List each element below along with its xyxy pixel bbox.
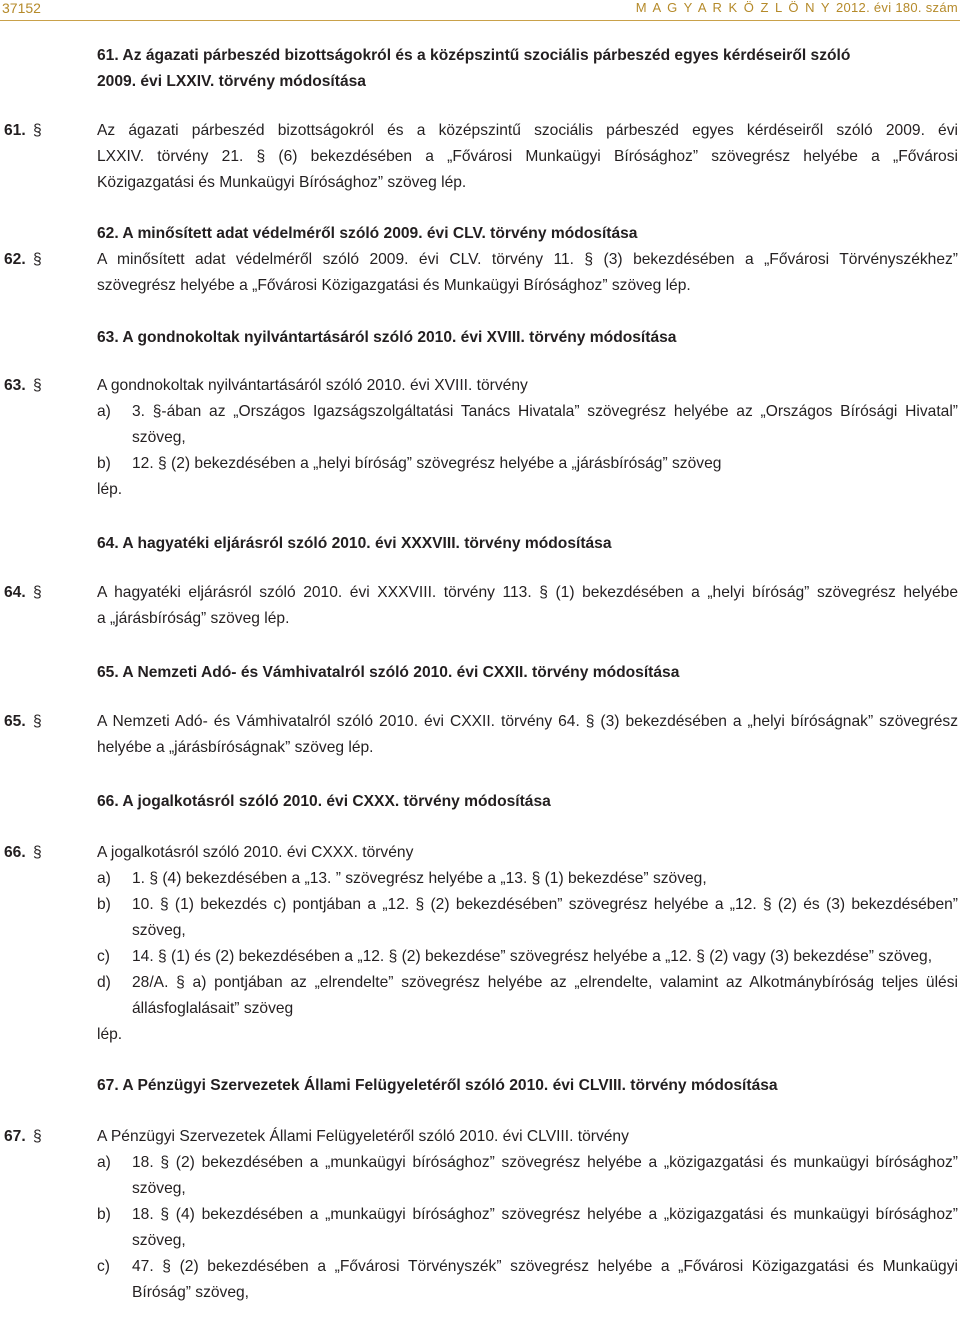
section-title: 61. Az ágazati párbeszéd bizottságokról és a középszintű szociális párbeszéd egyes kérdéseiről szóló — [97, 47, 851, 64]
section-title: 64. A hagyatéki eljárásról szóló 2010. évi XXXVIII. törvény módosítása — [97, 535, 612, 552]
gazette-name: M A G Y A R K Ö Z L Ö N Y — [635, 0, 831, 15]
body-line: A Pénzügyi Szervezetek Állami Felügyeletéről szóló 2010. évi CLVIII. törvény — [97, 1128, 629, 1145]
point-line: szöveg, — [132, 1180, 186, 1197]
point-line: állásfoglalásait” szöveg — [132, 1000, 294, 1017]
point-label: d) — [97, 974, 111, 991]
section-title: 62. A minősített adat védelméről szóló 2009. évi CLV. törvény módosítása — [97, 225, 638, 242]
point-line: szöveg, — [132, 429, 186, 446]
point-line: 10. § (1) bekezdés c) pontjában a „12. § (2) bekezdésében” szövegrész helyébe a „12. § (2) és (3) bekezdésében” — [132, 896, 958, 913]
section-number: 63. — [4, 377, 26, 394]
body-line: Közigazgatási és Munkaügyi Bírósághoz” szöveg lép. — [97, 174, 467, 191]
page-number: 37152 — [2, 0, 41, 16]
closing-text: lép. — [97, 1026, 123, 1043]
body-line: helyébe a „járásbíróságnak” szöveg lép. — [97, 739, 374, 756]
section-title: 67. A Pénzügyi Szervezetek Állami Felügyeletéről szóló 2010. évi CLVIII. törvény módosítása — [97, 1077, 778, 1094]
paragraph-sign: § — [33, 1128, 42, 1145]
point-label: b) — [97, 896, 111, 913]
point-line: 12. § (2) bekezdésében a „helyi bíróság” szövegrész helyébe a „járásbíróság” szöveg — [132, 455, 722, 472]
point-line: szöveg, — [132, 1232, 186, 1249]
closing-text: lép. — [97, 481, 123, 498]
body-line: LXXIV. törvény 21. § (6) bekezdésében a „Fővárosi Munkaügyi Bírósághoz” szövegrész helyébe a „Fővárosi — [97, 148, 958, 165]
body-line: Az ágazati párbeszéd bizottságokról és a középszintű szociális párbeszéd egyes kérdéseiről szóló 2009. évi — [97, 122, 958, 139]
point-line: 3. §-ában az „Országos Igazságszolgáltatási Tanács Hivatala” szövegrész helyébe az „Országos Bírósági Hivatal” — [132, 403, 958, 420]
body-line: A hagyatéki eljárásról szóló 2010. évi XXXVIII. törvény 113. § (1) bekezdésében a „helyi bíróság” szövegrész helyébe — [97, 584, 958, 601]
point-label: c) — [97, 948, 110, 965]
section-title: 66. A jogalkotásról szóló 2010. évi CXXX. törvény módosítása — [97, 793, 551, 810]
body-line: A Nemzeti Adó- és Vámhivatalról szóló 2010. évi CXXII. törvény 64. § (3) bekezdésében a „helyi bíróságnak” szövegrész — [97, 713, 958, 730]
section-title: 65. A Nemzeti Adó- és Vámhivatalról szóló 2010. évi CXXII. törvény módosítása — [97, 664, 680, 681]
point-label: a) — [97, 1154, 111, 1171]
section-title: 2009. évi LXXIV. törvény módosítása — [97, 73, 366, 90]
point-label: a) — [97, 870, 111, 887]
point-label: a) — [97, 403, 111, 420]
point-line: 28/A. § a) pontjában az „elrendelte” szövegrész helyébe az „elrendelte, valamint az Alkotmánybíróság teljes ülési — [132, 974, 958, 991]
section-number: 65. — [4, 713, 26, 730]
section-number: 64. — [4, 584, 26, 601]
section-number: 66. — [4, 844, 26, 861]
paragraph-sign: § — [33, 122, 42, 139]
point-label: b) — [97, 455, 111, 472]
body-line: szövegrész helyébe a „Fővárosi Közigazgatási és Munkaügyi Bírósághoz” szöveg lép. — [97, 277, 691, 294]
section-number: 67. — [4, 1128, 26, 1145]
point-line: 18. § (2) bekezdésében a „munkaügyi bírósághoz” szövegrész helyébe a „közigazgatási és munkaügyi bírósághoz” — [132, 1154, 958, 1171]
paragraph-sign: § — [33, 377, 42, 394]
body-line: A jogalkotásról szóló 2010. évi CXXX. törvény — [97, 844, 414, 861]
section-number: 61. — [4, 122, 26, 139]
issue-number: 2012. évi 180. szám — [835, 0, 958, 15]
point-line: 18. § (4) bekezdésében a „munkaügyi bírósághoz” szövegrész helyébe a „közigazgatási és munkaügyi bírósághoz” — [132, 1206, 958, 1223]
section-number: 62. — [4, 251, 26, 268]
point-line: 1. § (4) bekezdésében a „13. ” szövegrész helyébe a „13. § (1) bekezdése” szöveg, — [132, 870, 707, 887]
body-line: a „járásbíróság” szöveg lép. — [97, 610, 290, 627]
paragraph-sign: § — [33, 584, 42, 601]
point-line: szöveg, — [132, 922, 186, 939]
paragraph-sign: § — [33, 844, 42, 861]
point-line: Bíróság” szöveg, — [132, 1284, 250, 1301]
body-line: A minősített adat védelméről szóló 2009. évi CLV. törvény 11. § (3) bekezdésében a „Fővárosi Törvényszékhez” — [97, 251, 958, 268]
paragraph-sign: § — [33, 251, 42, 268]
point-label: b) — [97, 1206, 111, 1223]
section-title: 63. A gondnokoltak nyilvántartásáról szóló 2010. évi XVIII. törvény módosítása — [97, 329, 677, 346]
paragraph-sign: § — [33, 713, 42, 730]
gazette-title — [636, 0, 958, 15]
point-label: c) — [97, 1258, 110, 1275]
point-line: 47. § (2) bekezdésében a „Fővárosi Törvényszék” szövegrész helyébe a „Fővárosi Közigazgatási és Munkaügyi — [132, 1258, 958, 1275]
page-header — [0, 0, 960, 21]
body-line: A gondnokoltak nyilvántartásáról szóló 2010. évi XVIII. törvény — [97, 377, 528, 394]
point-line: 14. § (1) és (2) bekezdésében a „12. § (2) bekezdése” szövegrész helyébe a „12. § (2) vagy (3) bekezdése” szöveg, — [132, 948, 933, 965]
